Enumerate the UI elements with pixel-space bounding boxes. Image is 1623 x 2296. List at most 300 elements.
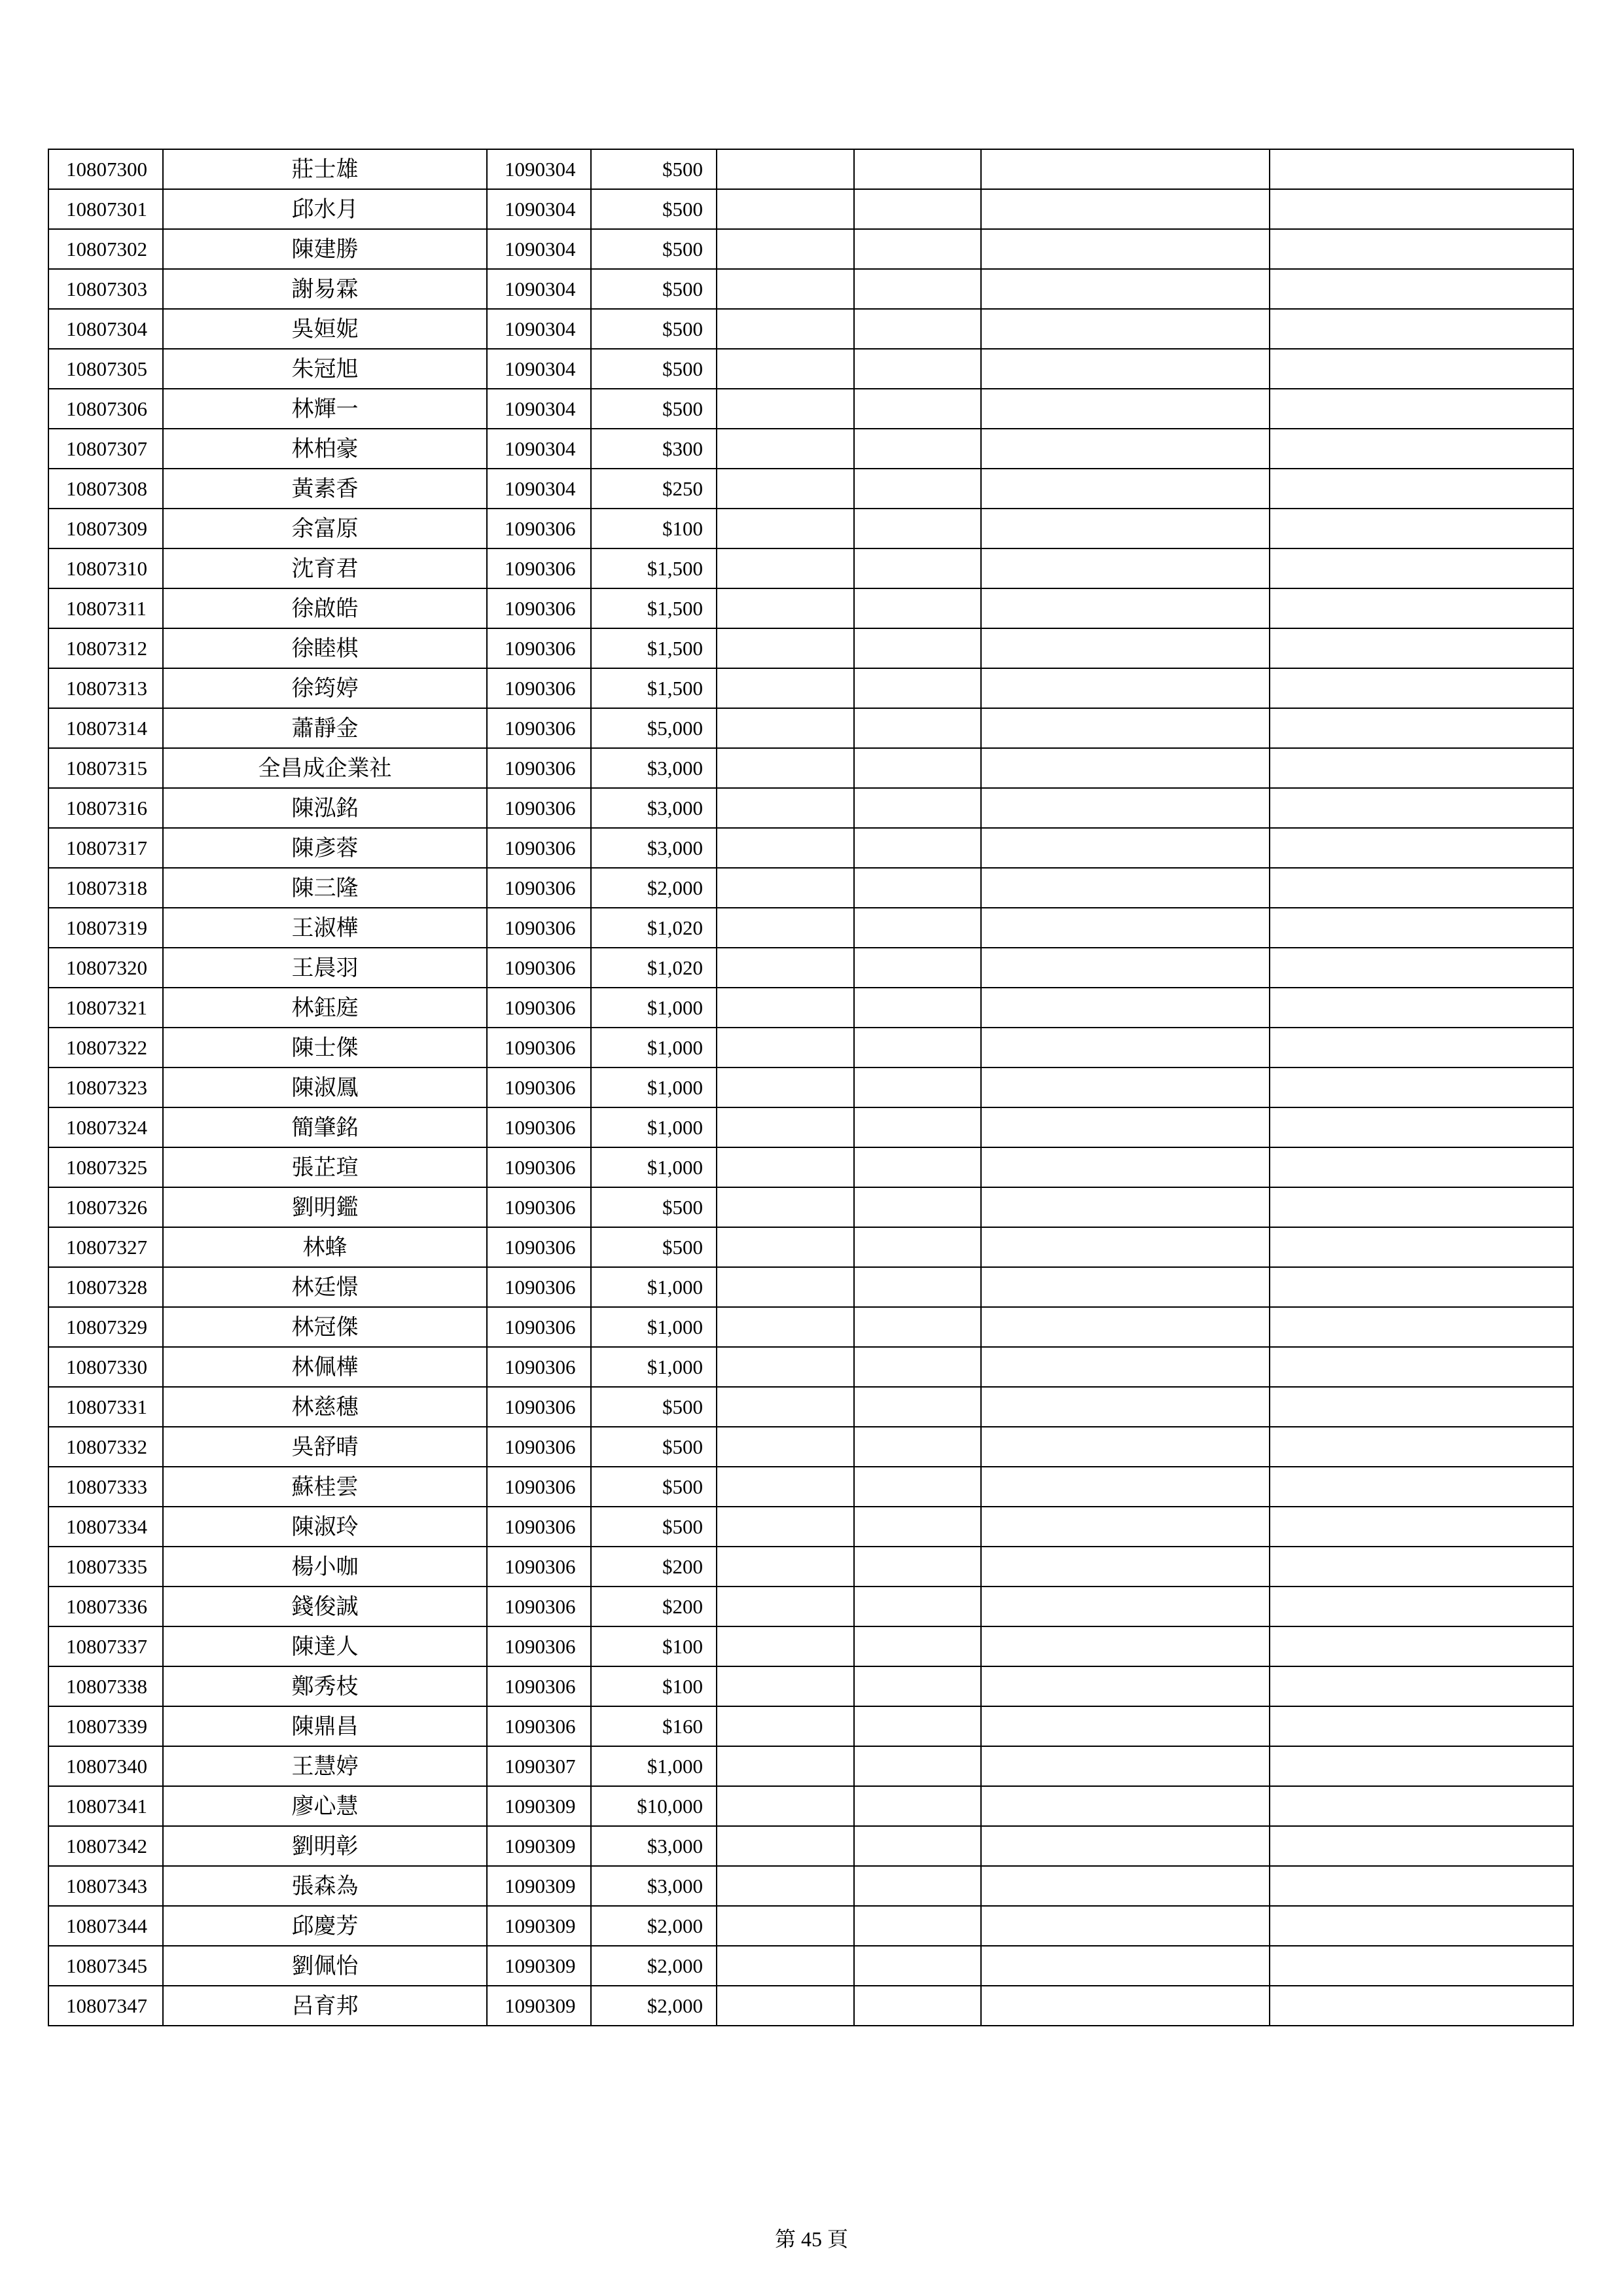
table-row — [48, 788, 1573, 828]
name-cell: 張森為 — [163, 1866, 487, 1906]
empty-cell — [717, 1587, 854, 1626]
amount-cell: $100 — [591, 509, 717, 548]
date-cell: 1090304 — [487, 229, 591, 269]
id-cell: 10807303 — [48, 269, 163, 309]
name-cell: 沈育君 — [163, 548, 487, 588]
empty-cell — [854, 1587, 981, 1626]
empty-cell — [981, 269, 1270, 309]
empty-cell — [854, 1666, 981, 1706]
id-cell: 10807328 — [48, 1267, 163, 1307]
date-cell: 1090306 — [487, 1706, 591, 1746]
empty-cell — [1270, 1307, 1573, 1347]
table-body — [48, 149, 1573, 2026]
table-row — [48, 1786, 1573, 1826]
name-cell: 林蜂 — [163, 1227, 487, 1267]
empty-cell — [717, 868, 854, 908]
table-row — [48, 1866, 1573, 1906]
empty-cell — [1270, 1786, 1573, 1826]
empty-cell — [1270, 1946, 1573, 1986]
name-cell: 蘇桂雲 — [163, 1467, 487, 1507]
empty-cell — [854, 548, 981, 588]
id-cell: 10807316 — [48, 788, 163, 828]
empty-cell — [854, 1946, 981, 1986]
table-row — [48, 229, 1573, 269]
name-cell: 徐睦棋 — [163, 628, 487, 668]
empty-cell — [1270, 708, 1573, 748]
name-cell: 鄭秀枝 — [163, 1666, 487, 1706]
name-cell: 陳建勝 — [163, 229, 487, 269]
id-cell: 10807309 — [48, 509, 163, 548]
empty-cell — [1270, 748, 1573, 788]
empty-cell — [854, 1786, 981, 1826]
empty-cell — [981, 1187, 1270, 1227]
empty-cell — [854, 1986, 981, 2026]
empty-cell — [981, 988, 1270, 1028]
empty-cell — [1270, 1746, 1573, 1786]
empty-cell — [981, 349, 1270, 389]
table-row — [48, 1307, 1573, 1347]
empty-cell — [1270, 349, 1573, 389]
table-row — [48, 1986, 1573, 2026]
empty-cell — [717, 788, 854, 828]
id-cell: 10807334 — [48, 1507, 163, 1547]
id-cell: 10807304 — [48, 309, 163, 349]
empty-cell — [1270, 309, 1573, 349]
id-cell: 10807340 — [48, 1746, 163, 1786]
table-row — [48, 588, 1573, 628]
empty-cell — [981, 429, 1270, 469]
amount-cell: $200 — [591, 1547, 717, 1587]
id-cell: 10807333 — [48, 1467, 163, 1507]
date-cell: 1090306 — [487, 948, 591, 988]
empty-cell — [981, 548, 1270, 588]
name-cell: 王晨羽 — [163, 948, 487, 988]
empty-cell — [854, 189, 981, 229]
empty-cell — [1270, 1227, 1573, 1267]
empty-cell — [981, 1387, 1270, 1427]
id-cell: 10807300 — [48, 149, 163, 189]
amount-cell: $500 — [591, 229, 717, 269]
empty-cell — [981, 1227, 1270, 1267]
table-row — [48, 269, 1573, 309]
date-cell: 1090306 — [487, 1587, 591, 1626]
empty-cell — [1270, 1706, 1573, 1746]
table-row — [48, 1267, 1573, 1307]
name-cell: 陳達人 — [163, 1626, 487, 1666]
empty-cell — [717, 1666, 854, 1706]
empty-cell — [981, 1467, 1270, 1507]
empty-cell — [1270, 389, 1573, 429]
date-cell: 1090306 — [487, 1467, 591, 1507]
table-row — [48, 309, 1573, 349]
date-cell: 1090304 — [487, 269, 591, 309]
name-cell: 陳彥蓉 — [163, 828, 487, 868]
empty-cell — [1270, 1267, 1573, 1307]
table-row — [48, 908, 1573, 948]
id-cell: 10807331 — [48, 1387, 163, 1427]
amount-cell: $500 — [591, 309, 717, 349]
name-cell: 邱水月 — [163, 189, 487, 229]
date-cell: 1090304 — [487, 189, 591, 229]
amount-cell: $1,020 — [591, 908, 717, 948]
table-row — [48, 1467, 1573, 1507]
amount-cell: $1,500 — [591, 548, 717, 588]
empty-cell — [981, 1666, 1270, 1706]
amount-cell: $500 — [591, 349, 717, 389]
table-row — [48, 429, 1573, 469]
date-cell: 1090304 — [487, 149, 591, 189]
amount-cell: $1,000 — [591, 988, 717, 1028]
empty-cell — [1270, 988, 1573, 1028]
id-cell: 10807342 — [48, 1826, 163, 1866]
table-row — [48, 1507, 1573, 1547]
id-cell: 10807321 — [48, 988, 163, 1028]
table-row — [48, 1666, 1573, 1706]
empty-cell — [981, 509, 1270, 548]
empty-cell — [854, 1706, 981, 1746]
empty-cell — [717, 1147, 854, 1187]
empty-cell — [981, 1067, 1270, 1107]
amount-cell: $10,000 — [591, 1786, 717, 1826]
amount-cell: $3,000 — [591, 748, 717, 788]
date-cell: 1090306 — [487, 1028, 591, 1067]
table-row — [48, 1028, 1573, 1067]
amount-cell: $1,000 — [591, 1267, 717, 1307]
empty-cell — [717, 948, 854, 988]
empty-cell — [717, 1187, 854, 1227]
empty-cell — [1270, 189, 1573, 229]
amount-cell: $500 — [591, 1227, 717, 1267]
empty-cell — [717, 469, 854, 509]
empty-cell — [854, 509, 981, 548]
empty-cell — [717, 309, 854, 349]
empty-cell — [1270, 588, 1573, 628]
date-cell: 1090306 — [487, 1267, 591, 1307]
empty-cell — [854, 349, 981, 389]
date-cell: 1090309 — [487, 1986, 591, 2026]
date-cell: 1090304 — [487, 349, 591, 389]
empty-cell — [1270, 1587, 1573, 1626]
table-row — [48, 1427, 1573, 1467]
table-row — [48, 1946, 1573, 1986]
amount-cell: $500 — [591, 1187, 717, 1227]
empty-cell — [854, 1187, 981, 1227]
empty-cell — [981, 229, 1270, 269]
empty-cell — [854, 149, 981, 189]
empty-cell — [1270, 149, 1573, 189]
empty-cell — [854, 1626, 981, 1666]
id-cell: 10807302 — [48, 229, 163, 269]
empty-cell — [1270, 1826, 1573, 1866]
empty-cell — [717, 349, 854, 389]
empty-cell — [1270, 668, 1573, 708]
amount-cell: $500 — [591, 1467, 717, 1507]
amount-cell: $3,000 — [591, 788, 717, 828]
name-cell: 謝易霖 — [163, 269, 487, 309]
empty-cell — [717, 1746, 854, 1786]
empty-cell — [854, 1107, 981, 1147]
empty-cell — [1270, 1147, 1573, 1187]
empty-cell — [717, 588, 854, 628]
date-cell: 1090307 — [487, 1746, 591, 1786]
empty-cell — [717, 668, 854, 708]
id-cell: 10807327 — [48, 1227, 163, 1267]
date-cell: 1090306 — [487, 868, 591, 908]
id-cell: 10807319 — [48, 908, 163, 948]
name-cell: 蕭靜金 — [163, 708, 487, 748]
empty-cell — [717, 1866, 854, 1906]
empty-cell — [854, 908, 981, 948]
empty-cell — [1270, 1986, 1573, 2026]
empty-cell — [717, 1028, 854, 1067]
empty-cell — [1270, 1187, 1573, 1227]
name-cell: 吳舒晴 — [163, 1427, 487, 1467]
name-cell: 劉明彰 — [163, 1826, 487, 1866]
table-row — [48, 1547, 1573, 1587]
donation-table — [48, 149, 1574, 2026]
empty-cell — [854, 1347, 981, 1387]
name-cell: 陳鼎昌 — [163, 1706, 487, 1746]
empty-cell — [981, 1946, 1270, 1986]
empty-cell — [981, 908, 1270, 948]
empty-cell — [854, 668, 981, 708]
empty-cell — [717, 1387, 854, 1427]
empty-cell — [981, 1906, 1270, 1946]
empty-cell — [1270, 1067, 1573, 1107]
empty-cell — [717, 1307, 854, 1347]
empty-cell — [1270, 429, 1573, 469]
table-row — [48, 868, 1573, 908]
amount-cell: $500 — [591, 269, 717, 309]
amount-cell: $2,000 — [591, 1906, 717, 1946]
id-cell: 10807313 — [48, 668, 163, 708]
amount-cell: $1,000 — [591, 1347, 717, 1387]
id-cell: 10807335 — [48, 1547, 163, 1587]
id-cell: 10807305 — [48, 349, 163, 389]
amount-cell: $3,000 — [591, 1866, 717, 1906]
empty-cell — [717, 1986, 854, 2026]
empty-cell — [1270, 548, 1573, 588]
name-cell: 林慈穗 — [163, 1387, 487, 1427]
empty-cell — [1270, 788, 1573, 828]
empty-cell — [717, 1906, 854, 1946]
id-cell: 10807332 — [48, 1427, 163, 1467]
date-cell: 1090306 — [487, 1387, 591, 1427]
amount-cell: $500 — [591, 1507, 717, 1547]
date-cell: 1090306 — [487, 1547, 591, 1587]
id-cell: 10807317 — [48, 828, 163, 868]
empty-cell — [854, 948, 981, 988]
empty-cell — [717, 1267, 854, 1307]
empty-cell — [1270, 1666, 1573, 1706]
date-cell: 1090306 — [487, 1666, 591, 1706]
empty-cell — [854, 1028, 981, 1067]
name-cell: 全昌成企業社 — [163, 748, 487, 788]
empty-cell — [854, 389, 981, 429]
empty-cell — [717, 708, 854, 748]
empty-cell — [981, 1267, 1270, 1307]
name-cell: 朱冠旭 — [163, 349, 487, 389]
amount-cell: $500 — [591, 189, 717, 229]
empty-cell — [981, 1547, 1270, 1587]
date-cell: 1090306 — [487, 908, 591, 948]
empty-cell — [1270, 1906, 1573, 1946]
date-cell: 1090306 — [487, 668, 591, 708]
empty-cell — [854, 628, 981, 668]
empty-cell — [981, 1626, 1270, 1666]
empty-cell — [717, 189, 854, 229]
date-cell: 1090304 — [487, 429, 591, 469]
table-row — [48, 1826, 1573, 1866]
name-cell: 王慧婷 — [163, 1746, 487, 1786]
name-cell: 陳淑鳳 — [163, 1067, 487, 1107]
empty-cell — [717, 748, 854, 788]
name-cell: 劉佩怡 — [163, 1946, 487, 1986]
id-cell: 10807341 — [48, 1786, 163, 1826]
empty-cell — [717, 628, 854, 668]
name-cell: 林佩樺 — [163, 1347, 487, 1387]
empty-cell — [981, 868, 1270, 908]
empty-cell — [717, 1347, 854, 1387]
empty-cell — [854, 588, 981, 628]
empty-cell — [1270, 1387, 1573, 1427]
empty-cell — [717, 429, 854, 469]
empty-cell — [854, 229, 981, 269]
empty-cell — [854, 1507, 981, 1547]
date-cell: 1090306 — [487, 1626, 591, 1666]
amount-cell: $1,000 — [591, 1307, 717, 1347]
id-cell: 10807315 — [48, 748, 163, 788]
table-row — [48, 1587, 1573, 1626]
table-row — [48, 628, 1573, 668]
name-cell: 楊小咖 — [163, 1547, 487, 1587]
empty-cell — [981, 1427, 1270, 1467]
date-cell: 1090304 — [487, 469, 591, 509]
empty-cell — [981, 668, 1270, 708]
empty-cell — [981, 628, 1270, 668]
id-cell: 10807345 — [48, 1946, 163, 1986]
empty-cell — [854, 708, 981, 748]
name-cell: 陳士傑 — [163, 1028, 487, 1067]
date-cell: 1090304 — [487, 309, 591, 349]
date-cell: 1090306 — [487, 1227, 591, 1267]
amount-cell: $3,000 — [591, 828, 717, 868]
date-cell: 1090306 — [487, 1307, 591, 1347]
empty-cell — [981, 1826, 1270, 1866]
amount-cell: $500 — [591, 1427, 717, 1467]
empty-cell — [854, 1227, 981, 1267]
table-row — [48, 149, 1573, 189]
date-cell: 1090306 — [487, 708, 591, 748]
amount-cell: $5,000 — [591, 708, 717, 748]
empty-cell — [717, 1067, 854, 1107]
empty-cell — [717, 149, 854, 189]
empty-cell — [1270, 1626, 1573, 1666]
amount-cell: $250 — [591, 469, 717, 509]
empty-cell — [1270, 1507, 1573, 1547]
empty-cell — [717, 1706, 854, 1746]
empty-cell — [854, 1427, 981, 1467]
empty-cell — [981, 1107, 1270, 1147]
empty-cell — [717, 988, 854, 1028]
empty-cell — [854, 1267, 981, 1307]
empty-cell — [854, 269, 981, 309]
empty-cell — [854, 469, 981, 509]
amount-cell: $500 — [591, 1387, 717, 1427]
empty-cell — [854, 1067, 981, 1107]
id-cell: 10807307 — [48, 429, 163, 469]
empty-cell — [717, 1507, 854, 1547]
empty-cell — [717, 828, 854, 868]
amount-cell: $1,000 — [591, 1067, 717, 1107]
table-row — [48, 948, 1573, 988]
empty-cell — [854, 1467, 981, 1507]
id-cell: 10807310 — [48, 548, 163, 588]
table-row — [48, 668, 1573, 708]
empty-cell — [981, 588, 1270, 628]
empty-cell — [981, 1028, 1270, 1067]
empty-cell — [854, 1866, 981, 1906]
empty-cell — [981, 748, 1270, 788]
empty-cell — [981, 828, 1270, 868]
empty-cell — [854, 1826, 981, 1866]
id-cell: 10807308 — [48, 469, 163, 509]
empty-cell — [854, 988, 981, 1028]
empty-cell — [854, 1387, 981, 1427]
empty-cell — [981, 1786, 1270, 1826]
empty-cell — [981, 1587, 1270, 1626]
empty-cell — [981, 1706, 1270, 1746]
empty-cell — [981, 469, 1270, 509]
empty-cell — [854, 309, 981, 349]
id-cell: 10807330 — [48, 1347, 163, 1387]
empty-cell — [1270, 469, 1573, 509]
name-cell: 邱慶芳 — [163, 1906, 487, 1946]
empty-cell — [1270, 1467, 1573, 1507]
date-cell: 1090306 — [487, 1067, 591, 1107]
name-cell: 林冠傑 — [163, 1307, 487, 1347]
empty-cell — [1270, 1547, 1573, 1587]
empty-cell — [854, 1307, 981, 1347]
date-cell: 1090309 — [487, 1866, 591, 1906]
empty-cell — [981, 948, 1270, 988]
id-cell: 10807326 — [48, 1187, 163, 1227]
empty-cell — [854, 868, 981, 908]
table-row — [48, 1626, 1573, 1666]
name-cell: 陳三隆 — [163, 868, 487, 908]
empty-cell — [854, 788, 981, 828]
date-cell: 1090306 — [487, 1147, 591, 1187]
empty-cell — [717, 229, 854, 269]
name-cell: 徐筠婷 — [163, 668, 487, 708]
empty-cell — [1270, 1028, 1573, 1067]
name-cell: 吳姮妮 — [163, 309, 487, 349]
date-cell: 1090306 — [487, 1507, 591, 1547]
amount-cell: $3,000 — [591, 1826, 717, 1866]
id-cell: 10807337 — [48, 1626, 163, 1666]
empty-cell — [717, 548, 854, 588]
table-row — [48, 828, 1573, 868]
id-cell: 10807324 — [48, 1107, 163, 1147]
id-cell: 10807336 — [48, 1587, 163, 1626]
empty-cell — [717, 908, 854, 948]
table-row — [48, 349, 1573, 389]
empty-cell — [854, 1547, 981, 1587]
amount-cell: $1,500 — [591, 628, 717, 668]
amount-cell: $1,000 — [591, 1147, 717, 1187]
name-cell: 錢俊誠 — [163, 1587, 487, 1626]
table-row — [48, 708, 1573, 748]
